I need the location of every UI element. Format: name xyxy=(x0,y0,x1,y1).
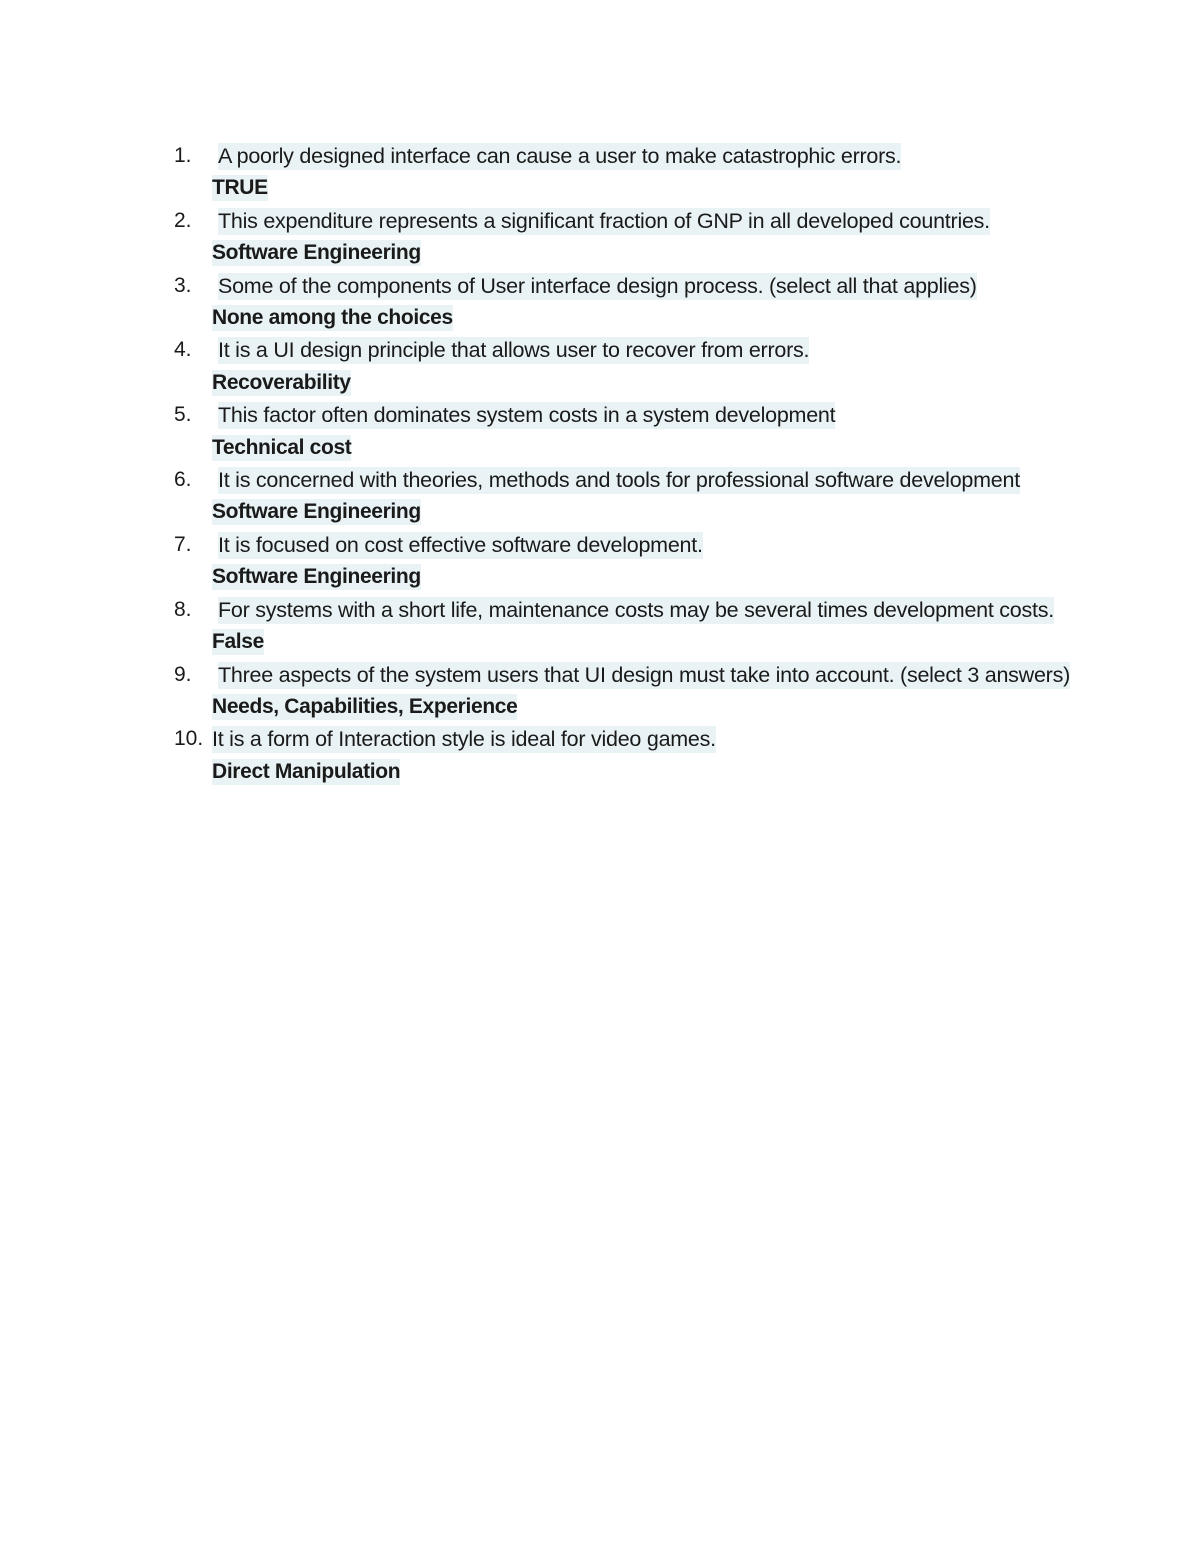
answer-text: None among the choices xyxy=(212,306,453,330)
question-text: This expenditure represents a significant fraction of GNP in all developed countries. xyxy=(218,208,990,233)
question-text: Some of the components of User interface design process. (select all that applies) xyxy=(218,273,977,298)
answer-text: Direct Manipulation xyxy=(212,759,401,783)
question-answer-list xyxy=(174,140,1074,788)
question-number: 4. xyxy=(174,338,192,362)
question-number: 9. xyxy=(174,662,192,686)
question-number: 8. xyxy=(174,597,192,621)
answer-text: Needs, Capabilities, Experience xyxy=(212,694,518,718)
list-item xyxy=(174,659,1074,724)
question-number: 5. xyxy=(174,403,192,427)
question-text: Three aspects of the system users that UI design must take into account. (select 3 answers) xyxy=(218,662,1070,687)
list-item xyxy=(174,464,1074,529)
question-text: It is concerned with theories, methods and tools for professional software development xyxy=(218,468,1020,493)
answer-text: Software Engineering xyxy=(212,241,421,265)
question-text: A poorly designed interface can cause a user to make catastrophic errors. xyxy=(218,144,902,168)
question-text: This factor often dominates system costs in a system development xyxy=(218,403,836,428)
question-text: It is focused on cost effective software development. xyxy=(218,532,703,557)
question-number: 2. xyxy=(174,208,192,232)
list-item xyxy=(174,723,1074,788)
question-number: 7. xyxy=(174,532,192,556)
question-text: It is a UI design principle that allows user to recover from errors. xyxy=(218,338,810,363)
list-item xyxy=(174,140,1074,205)
answer-text: Recoverability xyxy=(212,370,351,394)
list-item xyxy=(174,270,1074,335)
list-item xyxy=(174,594,1074,659)
question-text: For systems with a short life, maintenance costs may be several times development costs. xyxy=(218,597,1054,622)
answer-text: Technical cost xyxy=(212,435,352,459)
list-item xyxy=(174,334,1074,399)
list-item xyxy=(174,399,1074,464)
answer-text: Software Engineering xyxy=(212,565,421,589)
question-number: 10. xyxy=(174,727,204,751)
answer-text: Software Engineering xyxy=(212,500,421,524)
question-number: 1. xyxy=(174,144,192,167)
list-item xyxy=(174,205,1074,270)
question-text: It is a form of Interaction style is ideal for video games. xyxy=(212,727,716,752)
list-item xyxy=(174,529,1074,594)
answer-text: TRUE xyxy=(212,176,268,200)
answer-text: False xyxy=(212,630,264,654)
question-number: 3. xyxy=(174,273,192,297)
question-number: 6. xyxy=(174,468,192,492)
